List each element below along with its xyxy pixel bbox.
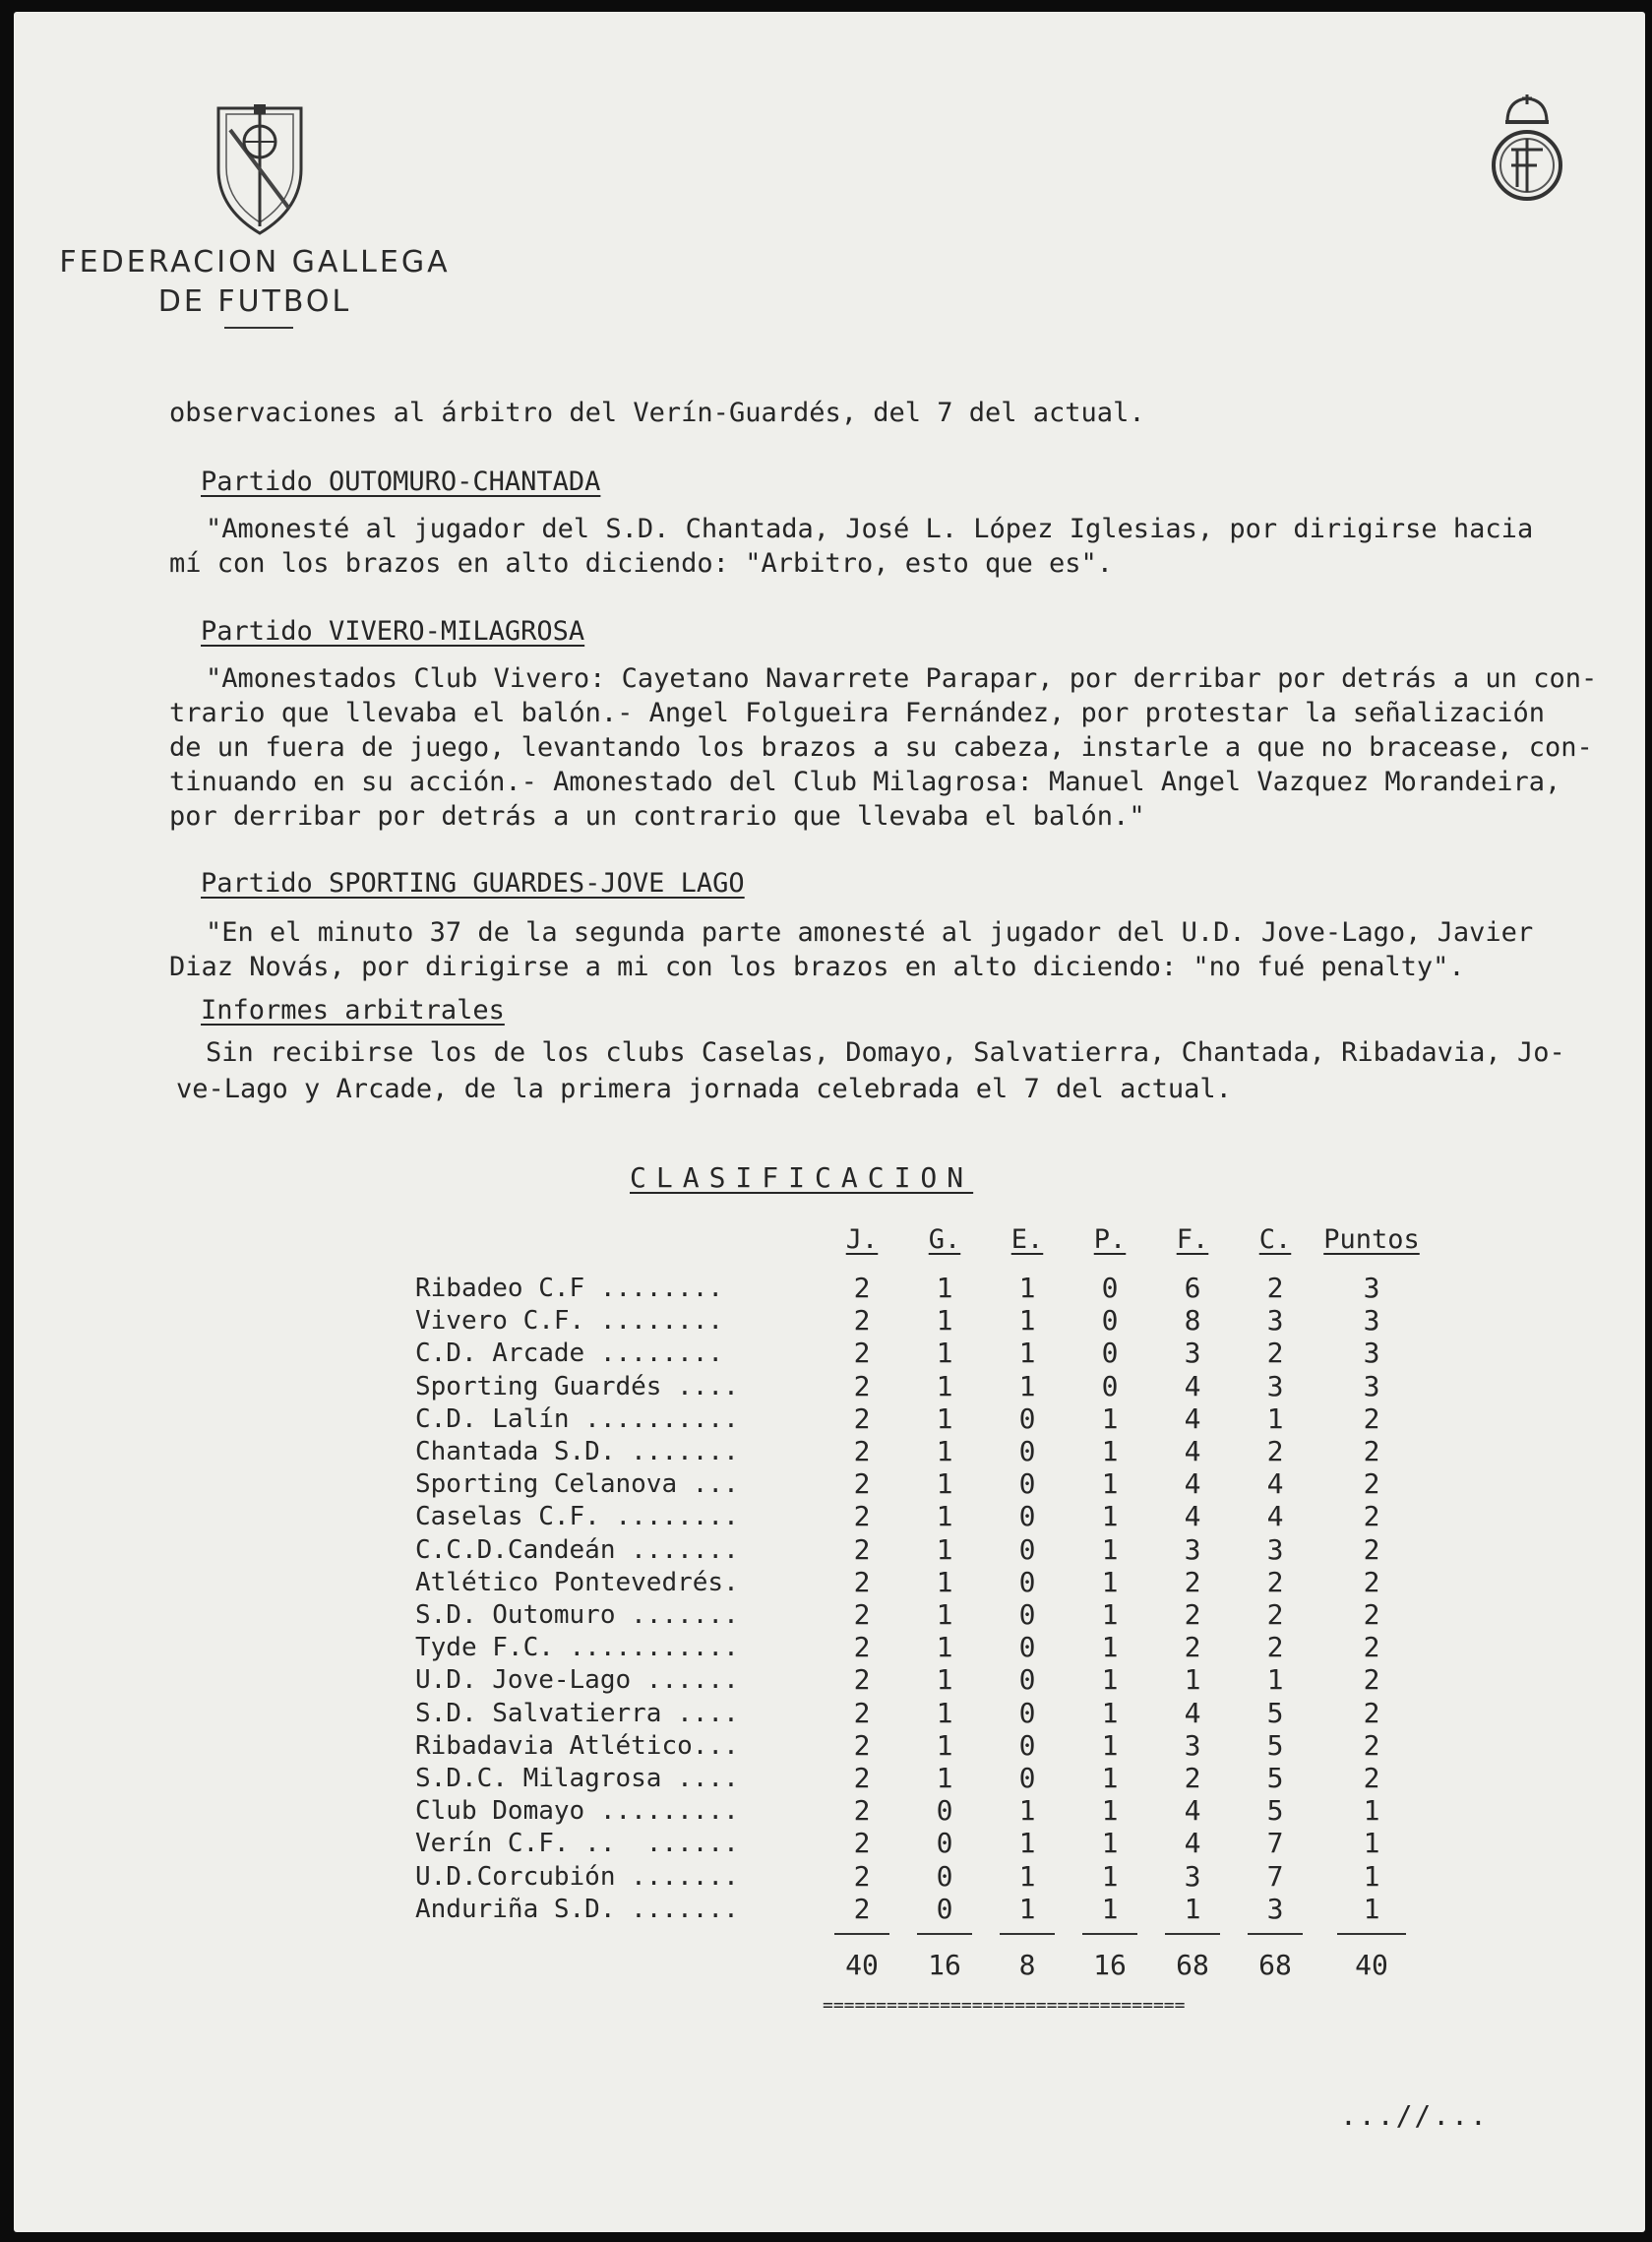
table-cell: 2 [1363,1663,1380,1697]
sum-rule [1165,1933,1220,1935]
table-cell: 0 [1101,1304,1119,1338]
table-cell: 0 [1018,1435,1036,1467]
table-cell: 0 [936,1892,953,1925]
text-line: trario que llevaba el balón.- Angel Folgueira Fernández, por protestar la señalización [169,698,1545,728]
table-cell: 1 [936,1435,953,1467]
sum-rule [1082,1933,1137,1935]
total-cell: 68 [1258,1949,1292,1981]
classification-title: CLASIFICACION [630,1161,974,1194]
column-header: F. [1176,1224,1209,1255]
table-cell: 0 [1018,1728,1036,1762]
table-cell: 1 [936,1272,953,1304]
table-cell: 1 [1101,1598,1119,1631]
column-header: G. [928,1224,961,1255]
table-cell: 2 [853,1762,871,1794]
team-name: S.D. Outomuro ....... [415,1600,739,1630]
table-cell: 3 [1266,1892,1284,1925]
table-cell: 1 [936,1598,953,1631]
column-header: C. [1258,1224,1292,1255]
table-cell: 3 [1184,1337,1201,1370]
table-cell: 1 [936,1565,953,1598]
table-cell: 3 [1184,1728,1201,1762]
double-rule: ================================== [823,1995,1186,2016]
document-page [14,12,1645,2232]
text-line: "Amonesté al jugador del S.D. Chantada, José L. López Iglesias, por dirigirse hacia [206,514,1534,544]
federation-shield-icon [211,100,309,238]
table-cell: 1 [1101,1565,1119,1598]
table-cell: 1 [1184,1663,1201,1697]
table-cell: 4 [1184,1435,1201,1467]
team-name: S.D. Salvatierra .... [415,1698,739,1728]
table-cell: 0 [1101,1272,1119,1304]
table-cell: 1 [1101,1663,1119,1697]
table-cell: 1 [1266,1663,1284,1697]
column-header: Puntos [1323,1224,1420,1255]
team-name: C.C.D.Candeán ....... [415,1534,739,1565]
table-cell: 2 [853,1598,871,1631]
text-line: por derribar por detrás a un contrario que llevaba el balón." [169,801,1145,832]
team-name: C.D. Lalín .......... [415,1403,739,1434]
table-cell: 2 [853,1369,871,1402]
table-cell: 2 [853,1337,871,1370]
table-cell: 4 [1184,1369,1201,1402]
royal-federation-seal-icon [1486,93,1568,211]
table-cell: 2 [1266,1631,1284,1664]
table-cell: 3 [1363,1369,1380,1402]
table-cell: 0 [1018,1467,1036,1501]
team-name: S.D.C. Milagrosa .... [415,1764,739,1793]
table-cell: 1 [1184,1892,1201,1925]
table-cell: 1 [936,1304,953,1338]
text-line: mí con los brazos en alto diciendo: "Arbitro, esto que es". [169,548,1114,579]
team-name: U.D.Corcubión ....... [415,1861,739,1892]
table-cell: 1 [1363,1859,1380,1893]
continuation-mark: ...//... [1340,2099,1489,2132]
table-cell: 2 [1266,1565,1284,1598]
sum-rule [834,1933,889,1935]
table-cell: 0 [1018,1565,1036,1598]
table-cell: 2 [853,1467,871,1501]
table-cell: 1 [936,1728,953,1762]
table-cell: 0 [1018,1598,1036,1631]
table-cell: 2 [1266,1337,1284,1370]
table-cell: 2 [1184,1762,1201,1794]
column-header: E. [1010,1224,1044,1255]
team-name: Sporting Celanova ... [415,1469,739,1500]
table-cell: 1 [936,1369,953,1402]
table-cell: 2 [1266,1598,1284,1631]
section-heading: Informes arbitrales [201,995,505,1026]
team-name: Sporting Guardés .... [415,1371,739,1401]
table-cell: 4 [1184,1500,1201,1533]
table-cell: 2 [853,1532,871,1566]
table-cell: 2 [1363,1467,1380,1501]
table-cell: 1 [936,1467,953,1501]
total-cell: 40 [1355,1949,1388,1981]
table-cell: 1 [1363,1892,1380,1925]
table-cell: 4 [1184,1827,1201,1860]
sum-rule [1000,1933,1055,1935]
table-cell: 1 [1363,1794,1380,1828]
table-cell: 0 [936,1827,953,1860]
org-divider [224,327,293,329]
table-cell: 7 [1266,1827,1284,1860]
table-cell: 4 [1184,1401,1201,1435]
table-cell: 2 [1363,1631,1380,1664]
table-cell: 2 [853,1892,871,1925]
table-cell: 2 [1363,1598,1380,1631]
table-cell: 3 [1184,1532,1201,1566]
table-cell: 1 [1018,1892,1036,1925]
table-cell: 1 [1018,1859,1036,1893]
total-cell: 16 [928,1949,961,1981]
table-cell: 2 [853,1435,871,1467]
table-cell: 2 [853,1565,871,1598]
table-cell: 3 [1266,1304,1284,1338]
table-cell: 2 [853,1304,871,1338]
table-cell: 1 [1101,1435,1119,1467]
team-name: Verín C.F. .. ...... [415,1829,739,1859]
table-cell: 2 [1363,1728,1380,1762]
table-cell: 0 [1018,1532,1036,1566]
table-cell: 2 [1266,1272,1284,1304]
total-cell: 40 [845,1949,879,1981]
table-cell: 0 [1101,1337,1119,1370]
text-line: Sin recibirse los de los clubs Caselas, Domayo, Salvatierra, Chantada, Ribadavia, Jo- [206,1037,1565,1068]
table-cell: 1 [1101,1532,1119,1566]
org-name-line2: DE FUTBOL [157,284,352,319]
table-cell: 2 [1184,1565,1201,1598]
table-cell: 0 [936,1859,953,1893]
table-cell: 3 [1184,1859,1201,1893]
table-cell: 2 [1363,1435,1380,1467]
text-line: "En el minuto 37 de la segunda parte amonesté al jugador del U.D. Jove-Lago, Javier [206,917,1534,948]
team-name: Anduriña S.D. ....... [415,1894,739,1924]
table-cell: 6 [1184,1272,1201,1304]
table-cell: 2 [853,1500,871,1533]
table-cell: 2 [1363,1565,1380,1598]
table-cell: 0 [1018,1663,1036,1697]
table-cell: 4 [1184,1794,1201,1828]
table-cell: 8 [1184,1304,1201,1338]
table-cell: 1 [1018,1272,1036,1304]
total-cell: 8 [1018,1949,1036,1981]
table-cell: 2 [853,1728,871,1762]
table-cell: 2 [1363,1762,1380,1794]
table-cell: 5 [1266,1728,1284,1762]
table-cell: 1 [1101,1794,1119,1828]
text-line: observaciones al árbitro del Verín-Guardés, del 7 del actual. [169,398,1145,428]
table-cell: 1 [1101,1401,1119,1435]
table-cell: 3 [1266,1532,1284,1566]
table-cell: 0 [936,1794,953,1828]
text-line: ve-Lago y Arcade, de la primera jornada celebrada el 7 del actual. [176,1074,1232,1104]
team-name: Club Domayo ......... [415,1796,739,1827]
table-cell: 1 [936,1500,953,1533]
table-cell: 1 [1018,1827,1036,1860]
table-cell: 1 [936,1401,953,1435]
table-cell: 1 [1018,1337,1036,1370]
table-cell: 2 [1363,1532,1380,1566]
table-cell: 7 [1266,1859,1284,1893]
table-cell: 2 [853,1859,871,1893]
text-line: Diaz Novás, por dirigirse a mi con los brazos en alto diciendo: "no fué penalty". [169,952,1465,982]
total-cell: 68 [1176,1949,1209,1981]
team-name: Chantada S.D. ....... [415,1437,739,1466]
table-cell: 2 [853,1696,871,1729]
table-cell: 1 [1101,1631,1119,1664]
text-line: tinuando en su acción.- Amonestado del Club Milagrosa: Manuel Angel Vazquez Morandeira, [169,767,1561,797]
table-cell: 2 [853,1827,871,1860]
team-name: U.D. Jove-Lago ...... [415,1665,739,1696]
section-heading: Partido VIVERO-MILAGROSA [201,616,585,647]
table-cell: 1 [1266,1401,1284,1435]
table-cell: 1 [936,1631,953,1664]
column-header: P. [1093,1224,1127,1255]
table-cell: 1 [936,1696,953,1729]
table-cell: 1 [1018,1304,1036,1338]
table-cell: 2 [1363,1696,1380,1729]
table-cell: 1 [1018,1369,1036,1402]
table-cell: 2 [1266,1435,1284,1467]
table-cell: 3 [1266,1369,1284,1402]
sum-rule [917,1933,972,1935]
table-cell: 2 [1184,1598,1201,1631]
table-cell: 3 [1363,1304,1380,1338]
table-cell: 1 [1101,1892,1119,1925]
table-cell: 0 [1018,1696,1036,1729]
table-cell: 2 [1363,1500,1380,1533]
table-cell: 0 [1018,1500,1036,1533]
table-cell: 5 [1266,1794,1284,1828]
table-cell: 5 [1266,1696,1284,1729]
table-cell: 0 [1018,1762,1036,1794]
table-cell: 1 [936,1663,953,1697]
table-cell: 0 [1018,1401,1036,1435]
table-cell: 1 [936,1337,953,1370]
table-cell: 1 [1101,1728,1119,1762]
team-name: Tyde F.C. ........... [415,1633,739,1663]
table-cell: 4 [1184,1467,1201,1501]
sum-rule [1337,1933,1406,1935]
table-cell: 4 [1266,1500,1284,1533]
team-name: Vivero C.F. ........ [415,1306,724,1337]
table-cell: 1 [1101,1859,1119,1893]
table-cell: 2 [853,1272,871,1304]
table-cell: 1 [1101,1696,1119,1729]
section-heading: Partido SPORTING GUARDES-JOVE LAGO [201,868,745,899]
table-cell: 1 [1363,1827,1380,1860]
table-cell: 2 [853,1794,871,1828]
table-cell: 3 [1363,1337,1380,1370]
table-cell: 2 [1184,1631,1201,1664]
table-cell: 1 [1101,1467,1119,1501]
total-cell: 16 [1093,1949,1127,1981]
text-line: "Amonestados Club Vivero: Cayetano Navarrete Parapar, por derribar por detrás a un con- [206,663,1598,694]
table-cell: 2 [853,1663,871,1697]
sum-rule [1248,1933,1303,1935]
section-heading: Partido OUTOMURO-CHANTADA [201,467,601,497]
org-name-line1: FEDERACION GALLEGA [59,245,451,280]
table-cell: 2 [853,1631,871,1664]
table-cell: 1 [936,1762,953,1794]
table-cell: 2 [853,1401,871,1435]
table-cell: 0 [1101,1369,1119,1402]
team-name: Caselas C.F. ........ [415,1502,739,1532]
team-name: Atlético Pontevedrés. [415,1567,739,1597]
table-cell: 1 [1018,1794,1036,1828]
table-cell: 1 [936,1532,953,1566]
team-name: Ribadeo C.F ........ [415,1274,724,1303]
table-cell: 1 [1101,1500,1119,1533]
table-cell: 1 [1101,1762,1119,1794]
table-cell: 4 [1184,1696,1201,1729]
table-cell: 0 [1018,1631,1036,1664]
table-cell: 4 [1266,1467,1284,1501]
team-name: Ribadavia Atlético... [415,1730,739,1761]
table-cell: 2 [1363,1401,1380,1435]
table-cell: 5 [1266,1762,1284,1794]
column-header: J. [845,1224,879,1255]
table-cell: 1 [1101,1827,1119,1860]
team-name: C.D. Arcade ........ [415,1339,724,1369]
text-line: de un fuera de juego, levantando los brazos a su cabeza, instarle a que no bracease, con- [169,732,1593,763]
table-cell: 3 [1363,1272,1380,1304]
